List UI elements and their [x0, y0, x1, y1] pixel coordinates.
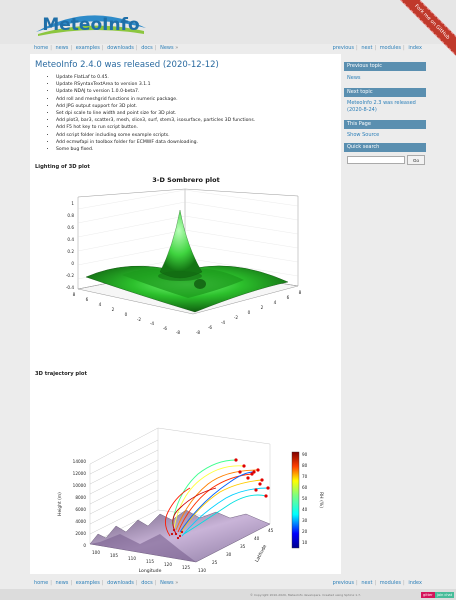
next-topic-link[interactable]: MeteoInfo 2.3 was released (2020-8-24): [347, 100, 416, 113]
svg-text:10: 10: [302, 540, 308, 545]
svg-text:0: 0: [247, 310, 251, 315]
svg-text:8: 8: [298, 290, 302, 295]
fork-on-github-ribbon[interactable]: Fork me on GitHub: [397, 0, 456, 57]
svg-text:2: 2: [111, 307, 115, 312]
svg-text:35: 35: [240, 544, 246, 549]
nav-home-link[interactable]: home: [34, 45, 49, 51]
list-item: • Add JPG output support for 3D plot.: [56, 103, 322, 110]
nav-examples-link[interactable]: examples: [75, 45, 100, 51]
svg-text:50: 50: [302, 496, 308, 501]
nav-next-link[interactable]: next: [361, 45, 373, 51]
svg-text:6: 6: [85, 297, 89, 302]
colorbar-ticks: [302, 452, 308, 545]
svg-text:0: 0: [83, 543, 86, 548]
copyright-text: © Copyright 2010-2020, MeteoInfo developers. Created using Sphinx 1.7.: [250, 593, 362, 597]
nav-modules-link[interactable]: modules: [379, 45, 402, 51]
svg-text:4: 4: [98, 302, 102, 307]
nav-news-link[interactable]: news: [55, 45, 69, 51]
nav-downloads-link[interactable]: downloads: [107, 45, 134, 51]
gitter-badge[interactable]: gitter: [423, 593, 433, 597]
rh-colorbar: [292, 452, 299, 548]
nav-next-link[interactable]: next: [361, 580, 373, 586]
nav-docs-link[interactable]: docs: [141, 45, 153, 51]
list-item: • Add plot3, bar3, scatter3, mesh, slice3, surf, stem3, isosurface, particles 3D functions.: [56, 117, 322, 124]
svg-text:8000: 8000: [75, 495, 86, 500]
nav-previous-link[interactable]: previous: [332, 45, 355, 51]
nav-examples-link[interactable]: examples: [75, 580, 100, 586]
svg-text:1: 1: [71, 201, 74, 206]
height-axis-label: Height (m): [58, 492, 63, 516]
bottom-navbar: home | news | examples | downloads | docs | News » previous | next | modules | index: [34, 580, 422, 586]
svg-text:30: 30: [226, 552, 232, 557]
search-input[interactable]: [347, 156, 405, 164]
svg-text:110: 110: [128, 556, 136, 561]
svg-text:0: 0: [71, 261, 74, 266]
nav-news-link[interactable]: news: [55, 580, 69, 586]
svg-text:105: 105: [110, 553, 118, 558]
svg-text:6000: 6000: [75, 507, 86, 512]
list-item: • Set dpi scale to line width and point size for 3D plot.: [56, 110, 322, 117]
nav-docs-link[interactable]: docs: [141, 580, 153, 586]
list-item: • Update FlatLaf to 0.45.: [56, 74, 322, 81]
svg-text:20: 20: [302, 529, 308, 534]
svg-text:30: 30: [302, 518, 308, 523]
svg-text:4000: 4000: [75, 519, 86, 524]
previous-topic-header: Previous topic: [344, 62, 426, 71]
trajectory-plot-figure: [30, 384, 341, 574]
svg-text:14000: 14000: [72, 459, 86, 464]
svg-text:45: 45: [268, 528, 274, 533]
nav-news-section-link[interactable]: News: [160, 580, 174, 586]
nav-modules-link[interactable]: modules: [379, 580, 402, 586]
svg-text:40: 40: [302, 507, 308, 512]
svg-text:70: 70: [302, 474, 308, 479]
svg-text:40: 40: [254, 536, 260, 541]
sidebar: [344, 54, 426, 574]
svg-text:10000: 10000: [72, 483, 86, 488]
top-navbar: home | news | examples | downloads | docs | News » previous | next | modules | index: [34, 45, 422, 51]
svg-text:-6: -6: [207, 325, 213, 330]
z-axis-ticks: [66, 201, 75, 290]
svg-text:-8: -8: [195, 330, 201, 335]
meteoinfo-logo[interactable]: [34, 5, 148, 38]
nav-index-link[interactable]: index: [408, 45, 422, 51]
colorbar-label: RH (%): [318, 491, 323, 509]
longitude-axis-label: Longitude: [138, 569, 162, 574]
breadcrumb-arrow-icon: »: [175, 45, 179, 51]
next-topic-header: Next topic: [344, 88, 426, 97]
svg-text:80: 80: [302, 463, 308, 468]
svg-text:90: 90: [302, 452, 308, 457]
list-item: • Some bug fixed.: [56, 146, 322, 153]
svg-text:115: 115: [146, 559, 154, 564]
svg-text:0.6: 0.6: [67, 225, 74, 230]
svg-text:-6: -6: [162, 326, 168, 331]
svg-text:-0.2: -0.2: [65, 273, 74, 278]
svg-text:4: 4: [273, 300, 277, 305]
svg-text:-4: -4: [149, 321, 155, 326]
svg-text:-0.4: -0.4: [65, 285, 74, 290]
site-header: [0, 0, 456, 44]
svg-text:0.8: 0.8: [67, 213, 74, 218]
sombrero-title: 3-D Sombrero plot: [152, 176, 220, 184]
list-item: • Add script folder including some example scripts.: [56, 132, 322, 139]
svg-text:2000: 2000: [75, 531, 86, 536]
nav-home-link[interactable]: home: [34, 580, 49, 586]
svg-text:2: 2: [260, 305, 264, 310]
nav-index-link[interactable]: index: [408, 580, 422, 586]
list-item: • Add ecmwfapi in toolbox folder for ECMWF data downloading.: [56, 139, 322, 146]
nav-downloads-link[interactable]: downloads: [107, 580, 134, 586]
section-heading-trajectory: 3D trajectory plot: [35, 371, 87, 377]
height-axis-ticks: [73, 459, 87, 548]
show-source-link[interactable]: Show Source: [347, 132, 380, 138]
svg-text:-2: -2: [233, 315, 239, 320]
list-item: • Update RSyntaxTextArea to version 3.1.1: [56, 81, 322, 88]
breadcrumb-arrow-icon: »: [175, 580, 179, 586]
svg-text:0.4: 0.4: [67, 237, 74, 242]
svg-text:8: 8: [72, 292, 76, 297]
latitude-axis-label: Latitude: [254, 544, 269, 564]
nav-previous-link[interactable]: previous: [332, 580, 355, 586]
svg-text:0.2: 0.2: [67, 249, 74, 254]
page-footer: [0, 589, 456, 600]
svg-text:-8: -8: [175, 330, 181, 335]
main-content: [30, 54, 341, 574]
sombrero-plot-figure: [30, 172, 341, 372]
svg-text:130: 130: [198, 568, 206, 573]
previous-topic-link[interactable]: News: [347, 75, 361, 81]
list-item: • Update NDAJ to version 1.0.0-beta7.: [56, 88, 322, 95]
svg-text:125: 125: [182, 565, 190, 570]
svg-text:-2: -2: [136, 317, 142, 322]
svg-text:-4: -4: [220, 320, 226, 325]
svg-text:6: 6: [286, 295, 290, 300]
this-page-header: This Page: [344, 120, 426, 129]
svg-text:12000: 12000: [72, 471, 86, 476]
nav-news-section-link[interactable]: News: [160, 45, 174, 51]
changes-list: [52, 74, 322, 153]
join-chat-badge[interactable]: join chat: [437, 593, 453, 597]
list-item: • Add roll and meshgrid functions in numeric package.: [56, 96, 322, 103]
svg-text:120: 120: [164, 562, 172, 567]
section-heading-lighting: Lighting of 3D plot: [35, 164, 90, 170]
search-go-button[interactable]: Go: [407, 155, 425, 165]
svg-text:0: 0: [124, 312, 128, 317]
svg-text:MeteoInfo: MeteoInfo: [42, 15, 140, 35]
svg-text:60: 60: [302, 485, 308, 490]
svg-text:25: 25: [212, 560, 218, 565]
list-item: • Add F5 hot key to run script button.: [56, 124, 322, 131]
quick-search-header: Quick search: [344, 143, 426, 152]
svg-text:100: 100: [92, 550, 100, 555]
page-title: MeteoInfo 2.4.0 was released (2020-12-12): [35, 60, 219, 70]
